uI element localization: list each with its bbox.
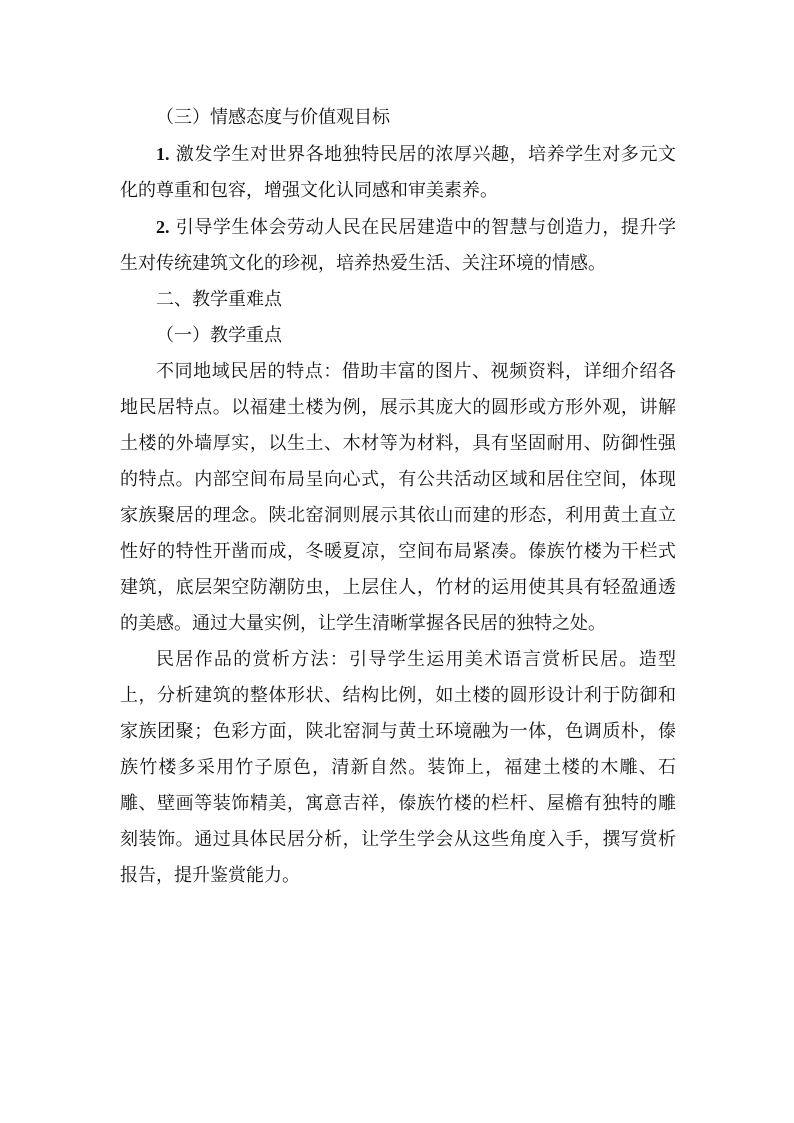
paragraph-appreciation-method: 民居作品的赏析方法：引导学生运用美术语言赏析民居。造型上，分析建筑的整体形状、结构比例，如土楼的圆形设计利于防御和家族团聚；色彩方面，陕北窑洞与黄土环境融为一体，色调质朴，傣族竹楼多采用竹子原色，清新自然。装饰上，福建土楼的木雕、石雕、壁画等装饰精美，寓意吉祥，傣族竹楼的栏杆、屋檐有独特的雕刻装饰。通过具体民居分析，让学生学会从这些角度入手，撰写赏析报告，提升鉴赏能力。 <box>120 649 676 886</box>
subsection-1-title: （一）教学重点 <box>156 325 282 346</box>
section-3-title: （三）情感态度与价值观目标 <box>156 107 390 128</box>
objective-item-1 <box>120 136 676 209</box>
objective-item-2 <box>120 209 676 282</box>
item-2-number: 2. <box>156 217 170 237</box>
paragraph-regional-features: 不同地域民居的特点：借助丰富的图片、视频资料，详细介绍各地民居特点。以福建土楼为例，展示其庞大的圆形或方形外观，讲解土楼的外墙厚实，以生土、木材等为材料，具有坚固耐用、防御性强的特点。内部空间布局呈向心式，有公共活动区域和居住空间，体现家族聚居的理念。陕北窑洞则展示其依山而建的形态，利用黄土直立性好的特性开凿而成，冬暖夏凉，空间布局紧凑。傣族竹楼为干栏式建筑，底层架空防潮防虫，上层住人，竹材的运用使其具有轻盈通透的美感。通过大量实例，让学生清晰掌握各民居的独特之处。 <box>120 361 676 634</box>
item-1-number: 1. <box>156 144 170 164</box>
document-body <box>120 100 676 894</box>
item-1-text: 激发学生对世界各地独特民居的浓厚兴趣，培养学生对多元文化的尊重和包容，增强文化认同感和审美素养。 <box>120 144 676 201</box>
part-2-title: 二、教学重难点 <box>156 289 282 310</box>
item-2-text: 引导学生体会劳动人民在民居建造中的智慧与创造力，提升学生对传统建筑文化的珍视，培养热爱生活、关注环境的情感。 <box>120 217 676 274</box>
